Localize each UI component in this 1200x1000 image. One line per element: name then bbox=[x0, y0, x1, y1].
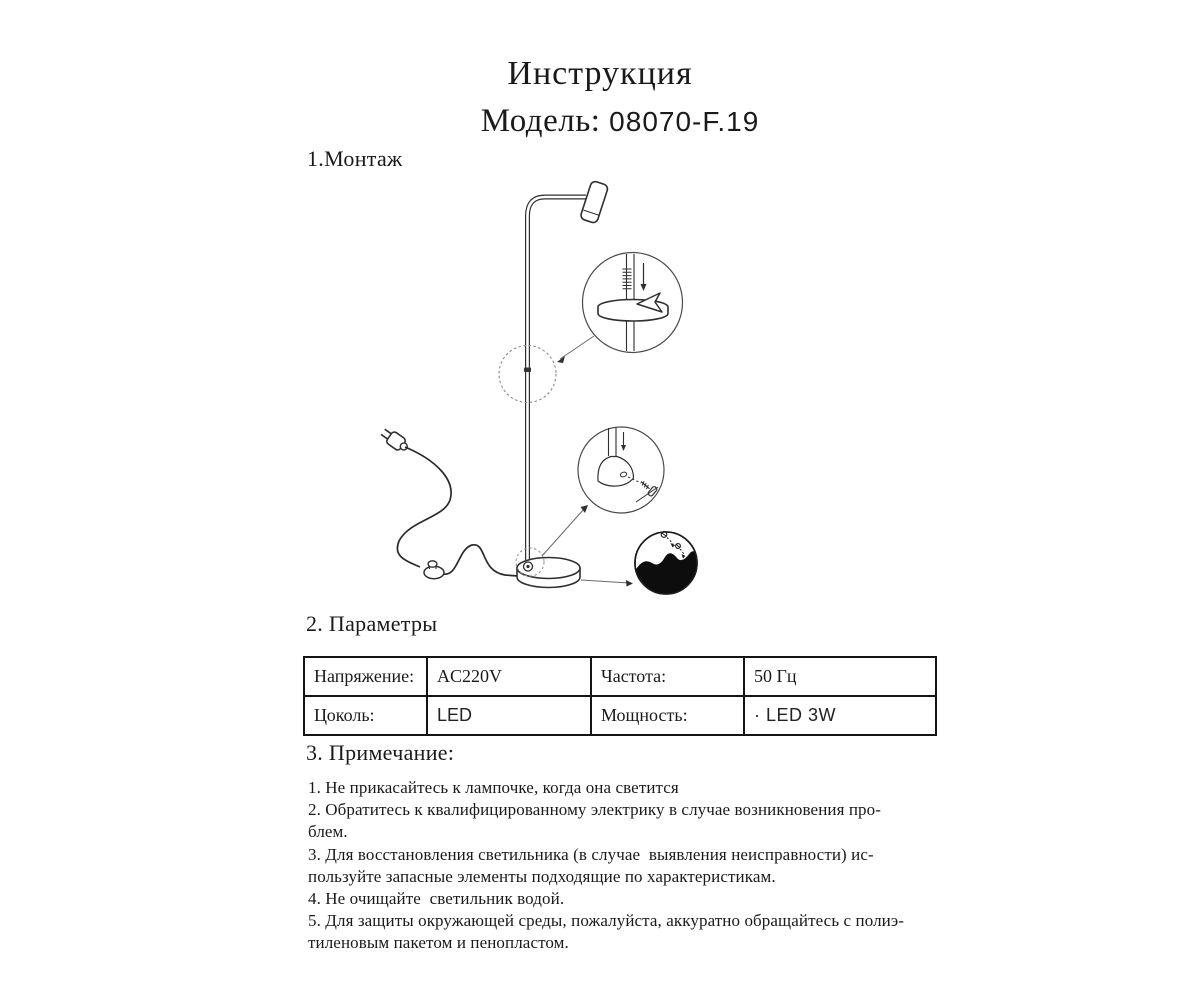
note-line: пользуйте запасные элементы подходящие по характеристикам. bbox=[308, 866, 776, 886]
section-heading-parameters: 2. Параметры bbox=[306, 611, 438, 636]
param-value-socket: LED bbox=[427, 696, 591, 735]
lamp-head-icon bbox=[580, 180, 609, 223]
param-value-voltage: AC220V bbox=[427, 657, 591, 696]
note-line: 5. Для защиты окружающей среды, пожалуйста, аккуратно обращайтесь с полиэ- bbox=[308, 911, 905, 931]
leader-arrow-3 bbox=[581, 580, 633, 587]
notes-list bbox=[308, 777, 904, 955]
param-value-frequency: 50 Гц bbox=[744, 657, 936, 696]
foot-switch-icon bbox=[424, 561, 444, 579]
detail-circle-shade-adjust bbox=[583, 253, 683, 353]
leader-arrow-2 bbox=[542, 505, 588, 556]
param-label-voltage: Напряжение: bbox=[304, 657, 427, 696]
param-label-socket: Цоколь: bbox=[304, 696, 427, 735]
power-cord bbox=[397, 447, 518, 576]
section-heading-notes: 3. Примечание: bbox=[306, 740, 455, 765]
parameters-table bbox=[303, 656, 937, 736]
pole-joint-mark bbox=[524, 368, 531, 373]
model-label: Модель: bbox=[480, 103, 601, 139]
table-row bbox=[304, 657, 936, 696]
detail-circle-base-bottom bbox=[635, 532, 698, 596]
thread-marks bbox=[623, 269, 632, 289]
note-line: 1. Не прикасайтесь к лампочке, когда она светится bbox=[308, 778, 679, 797]
table-row bbox=[304, 696, 936, 735]
param-label-frequency: Частота: bbox=[591, 657, 744, 696]
leader-arrow-1 bbox=[557, 336, 594, 363]
note-line: блем. bbox=[308, 822, 348, 842]
note-line: 4. Не очищайте светильник водой. bbox=[308, 889, 565, 909]
power-plug-icon bbox=[379, 426, 411, 454]
note-line: 3. Для восстановления светильника (в случае выявления неисправности) ис- bbox=[308, 844, 874, 864]
section-heading-assembly: 1.Монтаж bbox=[307, 146, 403, 171]
detail-circle-base-screw bbox=[578, 427, 664, 513]
model-line bbox=[20, 103, 1200, 140]
param-value-power: · LED 3W bbox=[744, 696, 936, 735]
note-line: 2. Обратитесь к квалифицированному электрику в случае возникновения про- bbox=[308, 800, 882, 820]
model-value: 08070-F.19 bbox=[609, 106, 760, 137]
note-line: тиленовым пакетом и пенопластом. bbox=[308, 933, 569, 953]
lamp-pole bbox=[528, 197, 587, 564]
param-label-power: Мощность: bbox=[591, 696, 744, 735]
page-title: Инструкция bbox=[507, 55, 693, 92]
